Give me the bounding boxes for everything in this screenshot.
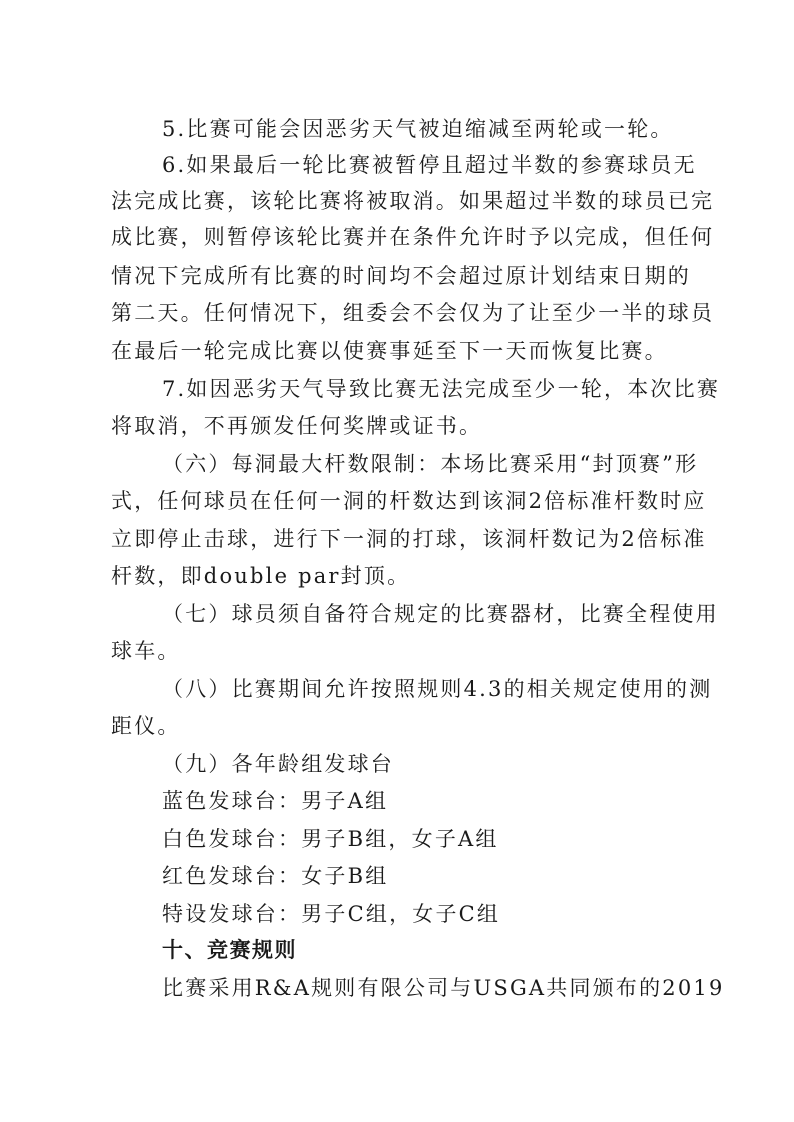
paragraph-line: 杆数，即double par封顶。: [111, 564, 411, 588]
paragraph-line: 式，任何球员在任何一洞的杆数达到该洞2倍标准杆数时应: [111, 489, 707, 513]
paragraph-line: （八）比赛期间允许按照规则4.3的相关规定使用的测: [162, 677, 713, 701]
paragraph-line: 将取消，不再颁发任何奖牌或证书。: [111, 414, 483, 438]
paragraph-line: 在最后一轮完成比赛以使赛事延至下一天而恢复比赛。: [111, 339, 668, 363]
paragraph-line: 法完成比赛，该轮比赛将被取消。如果超过半数的球员已完: [111, 189, 715, 213]
paragraph-line: 红色发球台：女子B组: [162, 864, 389, 888]
paragraph-line: 7.如因恶劣天气导致比赛无法完成至少一轮，本次比赛: [162, 377, 721, 401]
paragraph-line: 情况下完成所有比赛的时间均不会超过原计划结束日期的: [111, 264, 691, 288]
paragraph-line: 5.比赛可能会因恶劣天气被迫缩减至两轮或一轮。: [162, 117, 674, 141]
paragraph-line: 第二天。任何情况下，组委会不会仅为了让至少一半的球员: [111, 301, 715, 325]
paragraph-line: 球车。: [111, 639, 181, 663]
paragraph-line: 6.如果最后一轮比赛被暂停且超过半数的参赛球员无: [162, 153, 697, 177]
paragraph-line: 成比赛，则暂停该轮比赛并在条件允许时予以完成，但任何: [111, 225, 715, 249]
paragraph-line: （九）各年龄组发球台: [162, 752, 394, 776]
paragraph-line: （七）球员须自备符合规定的比赛器材，比赛全程使用: [162, 602, 719, 626]
section-heading: 十、竞赛规则: [162, 938, 297, 962]
paragraph-line: 白色发球台：男子B组，女子A组: [162, 827, 499, 851]
paragraph-line: 距仪。: [111, 714, 181, 738]
paragraph-line: 立即停止击球，进行下一洞的打球，该洞杆数记为2倍标准: [111, 527, 707, 551]
paragraph-line: 蓝色发球台：男子A组: [162, 789, 389, 813]
paragraph-line: （六）每洞最大杆数限制：本场比赛采用“封顶赛”形: [162, 452, 699, 476]
paragraph-line: 特设发球台：男子C组，女子C组: [162, 902, 501, 926]
paragraph-line: 比赛采用R&A规则有限公司与USGA共同颁布的2019: [162, 976, 725, 1000]
